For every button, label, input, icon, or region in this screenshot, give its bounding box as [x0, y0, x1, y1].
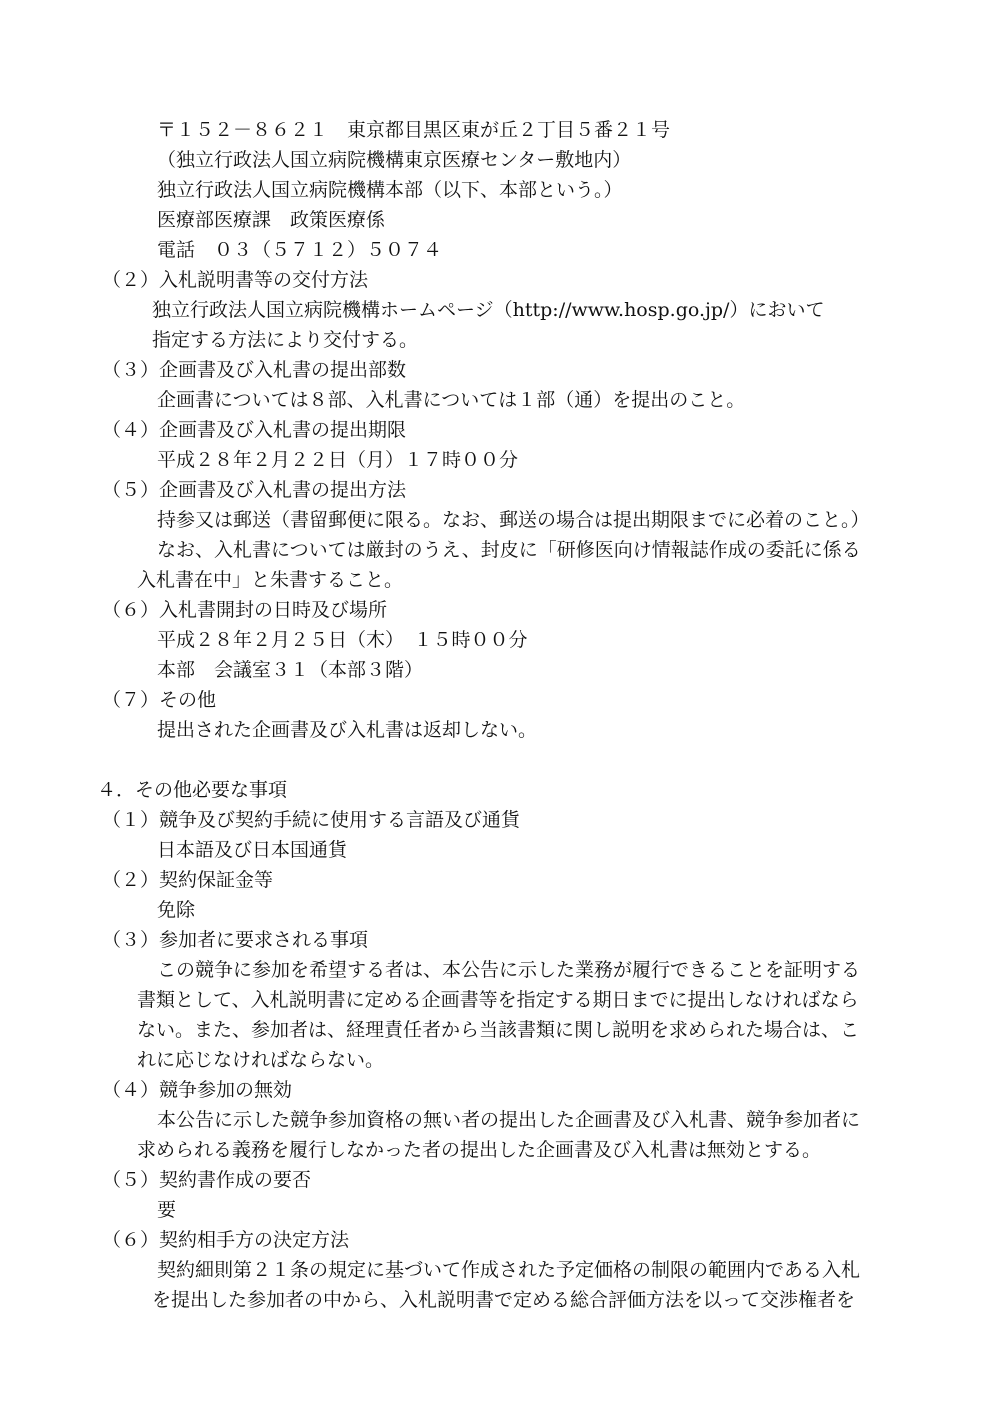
- item-body-3-6-datetime: 平成２８年２月２５日（木） １５時００分: [157, 629, 528, 651]
- item-heading-4-3: （３）参加者に要求される事項: [102, 929, 369, 951]
- item-body-3-5-line1: 持参又は郵送（書留郵便に限る。なお、郵送の場合は提出期限までに必着のこと。）: [157, 509, 870, 531]
- item-body-4-3-line4: れに応じなければならない。: [137, 1049, 385, 1071]
- item-body-4-3-line3: ない。また、参加者は、経理責任者から当該書類に関し説明を求められた場合は、こ: [137, 1019, 860, 1041]
- item-body-3-7: 提出された企画書及び入札書は返却しない。: [157, 719, 538, 741]
- item-body-3-2-line1: 独立行政法人国立病院機構ホームページ（http://www.hosp.go.jp/）において: [152, 299, 825, 321]
- item-heading-4-4: （４）競争参加の無効: [102, 1079, 293, 1101]
- address-phone: 電話 ０３（５７１２）５０７４: [157, 239, 443, 261]
- item-body-3-5-line3: 入札書在中」と朱書すること。: [137, 569, 404, 591]
- item-body-4-5: 要: [157, 1199, 177, 1221]
- item-body-4-6-line1: 契約細則第２１条の規定に基づいて作成された予定価格の制限の範囲内である入札: [157, 1259, 861, 1281]
- item-heading-4-5: （５）契約書作成の要否: [102, 1169, 312, 1191]
- item-heading-3-5: （５）企画書及び入札書の提出方法: [102, 479, 407, 501]
- item-body-4-3-line1: この競争に参加を希望する者は、本公告に示した業務が履行できることを証明する: [157, 959, 861, 981]
- item-body-4-4-line2: 求められる義務を履行しなかった者の提出した企画書及び入札書は無効とする。: [137, 1139, 822, 1161]
- item-heading-3-2: （２）入札説明書等の交付方法: [102, 269, 369, 291]
- address-department: 医療部医療課 政策医療係: [157, 209, 386, 231]
- item-heading-3-7: （７）その他: [102, 689, 217, 711]
- item-body-3-2-line2: 指定する方法により交付する。: [152, 329, 419, 351]
- section-heading-4: ４．その他必要な事項: [97, 779, 288, 801]
- item-heading-3-6: （６）入札書開封の日時及び場所: [102, 599, 388, 621]
- item-heading-3-4: （４）企画書及び入札書の提出期限: [102, 419, 407, 441]
- item-heading-3-3: （３）企画書及び入札書の提出部数: [102, 359, 407, 381]
- item-body-3-5-line2: なお、入札書については厳封のうえ、封皮に「研修医向け情報誌作成の委託に係る: [157, 539, 861, 561]
- item-heading-4-6: （６）契約相手方の決定方法: [102, 1229, 350, 1251]
- address-postal-line: 〒１５２－８６２１ 東京都目黒区東が丘２丁目５番２１号: [157, 119, 671, 141]
- item-heading-4-2: （２）契約保証金等: [102, 869, 274, 891]
- item-body-4-6-line2: を提出した参加者の中から、入札説明書で定める総合評価方法を以って交渉権者を: [152, 1289, 856, 1311]
- address-organization: 独立行政法人国立病院機構本部（以下、本部という。）: [157, 179, 623, 201]
- address-premises: （独立行政法人国立病院機構東京医療センター敷地内）: [157, 149, 632, 171]
- item-body-4-1: 日本語及び日本国通貨: [157, 839, 348, 861]
- item-body-4-2: 免除: [157, 899, 196, 921]
- item-heading-4-1: （１）競争及び契約手続に使用する言語及び通貨: [102, 809, 521, 831]
- item-body-3-6-place: 本部 会議室３１（本部３階）: [157, 659, 424, 681]
- item-body-3-3: 企画書については８部、入札書については１部（通）を提出のこと。: [157, 389, 746, 411]
- item-body-4-3-line2: 書類として、入札説明書に定める企画書等を指定する期日までに提出しなければなら: [137, 989, 859, 1011]
- item-body-3-4: 平成２８年２月２２日（月）１７時００分: [157, 449, 519, 471]
- item-body-4-4-line1: 本公告に示した競争参加資格の無い者の提出した企画書及び入札書、競争参加者に: [157, 1109, 861, 1131]
